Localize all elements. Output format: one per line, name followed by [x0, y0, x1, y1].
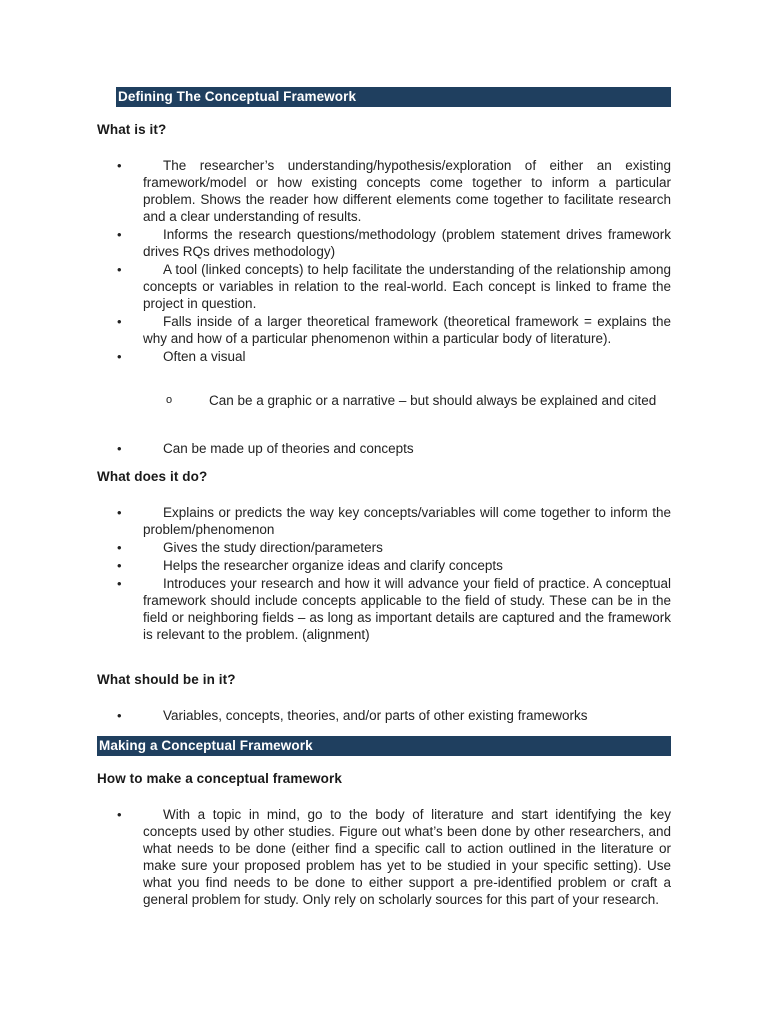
bullet-icon: •	[117, 708, 122, 723]
list-item: • The researcher’s understanding/hypothesis/exploration of either an existing framework/model or how existing concepts come together to inform a particular problem. Shows the reader how different elements come together to facilitate research and a clear understanding of results.	[117, 158, 671, 224]
bullet-icon: •	[117, 807, 122, 822]
list-item: • Falls inside of a larger theoretical framework (theoretical framework = explains the why and how of a particular phenomenon within a particular body of literature).	[117, 314, 671, 346]
heading-what-does-it-do: What does it do?	[97, 469, 208, 484]
bullet-icon: •	[117, 349, 122, 364]
list-item: • Can be made up of theories and concepts	[117, 441, 414, 456]
list-item: • Helps the researcher organize ideas and clarify concepts	[117, 558, 503, 573]
what-is-it-list-end	[0, 440, 768, 457]
list-item: • Informs the research questions/methodology (problem statement drives framework drives RQs drives methodology)	[117, 227, 671, 259]
bullet-icon: •	[117, 540, 122, 555]
bullet-icon: •	[117, 158, 122, 173]
list-item: • Variables, concepts, theories, and/or parts of other existing frameworks	[117, 708, 588, 723]
section-title-defining: Defining The Conceptual Framework	[116, 87, 671, 107]
list-item: • Gives the study direction/parameters	[117, 540, 383, 555]
heading-what-should-be-in-it: What should be in it?	[97, 672, 236, 687]
sub-list-item: o Can be a graphic or a narrative – but should always be explained and cited	[166, 393, 657, 408]
bullet-icon: •	[117, 314, 122, 329]
bullet-icon: •	[117, 505, 122, 520]
list-item: • Often a visual	[117, 349, 246, 364]
what-should-be-in-it-list	[0, 707, 768, 724]
bullet-icon: •	[117, 441, 122, 456]
bullet-icon: •	[117, 576, 122, 591]
list-item: • A tool (linked concepts) to help facilitate the understanding of the relationship among concepts or variables in relation to the real-world. Each concept is linked to frame the project in question.	[117, 262, 671, 311]
list-item: • Introduces your research and how it will advance your field of practice. A conceptual framework should include concepts applicable to the field of study. These can be in the field or neighboring fields – as long as important details are captured and the framework is relevant to the problem. (alignment)	[117, 576, 671, 642]
circle-bullet-icon: o	[166, 394, 173, 406]
bullet-icon: •	[117, 227, 122, 242]
heading-how-to-make: How to make a conceptual framework	[97, 771, 342, 786]
section-title-making: Making a Conceptual Framework	[97, 736, 671, 756]
what-does-it-do-list	[0, 504, 768, 643]
what-is-it-sublist	[0, 392, 768, 409]
list-item: • With a topic in mind, go to the body of literature and start identifying the key concepts used by other studies. Figure out what’s been done by other researchers, and what needs to be done (either find a specific call to action outlined in the literature or make sure your proposed problem has yet to be studied in your specific setting). Use what you find needs to be done to either support a pre-identified problem or craft a general problem for study. Only rely on scholarly sources for this part of your research.	[117, 807, 671, 907]
what-is-it-list	[0, 157, 768, 365]
bullet-icon: •	[117, 262, 122, 277]
list-item: • Explains or predicts the way key concepts/variables will come together to inform the problem/phenomenon	[117, 505, 671, 537]
heading-what-is-it: What is it?	[97, 122, 167, 137]
bullet-icon: •	[117, 558, 122, 573]
how-to-make-list	[0, 806, 768, 908]
